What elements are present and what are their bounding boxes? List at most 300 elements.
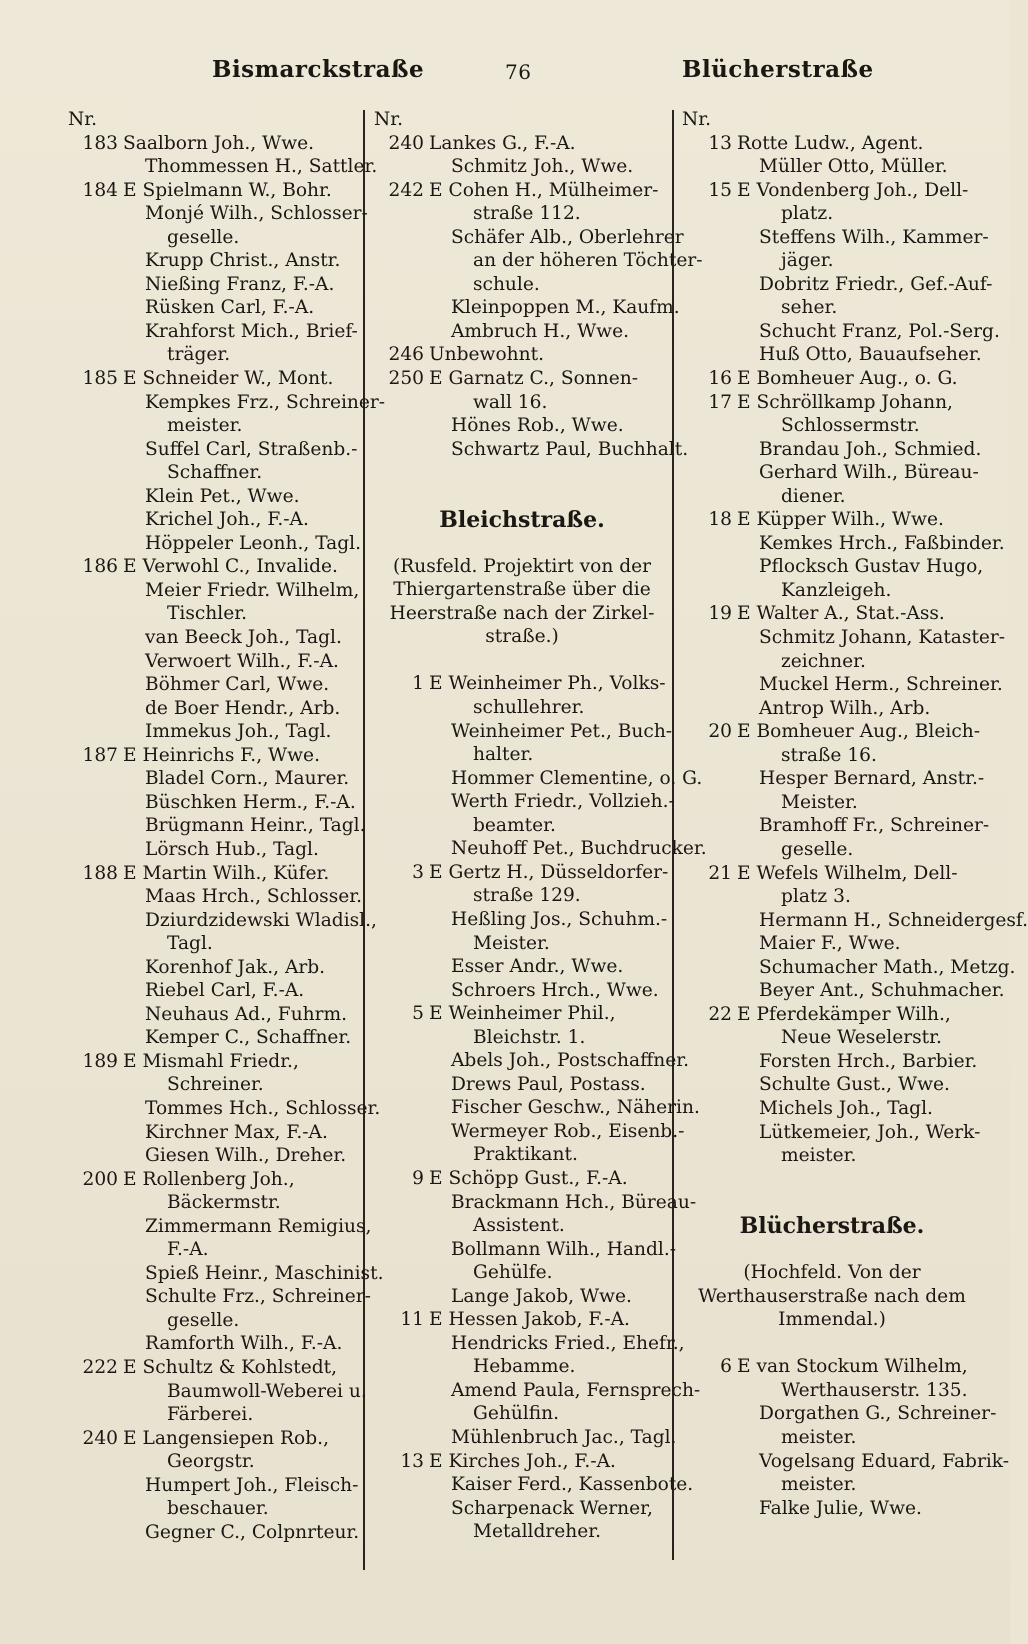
directory-entry — [682, 273, 993, 297]
house-number: 20 — [708, 721, 732, 743]
house-number: 250 — [388, 368, 424, 390]
directory-entry — [374, 414, 670, 438]
directory-entry — [374, 343, 670, 367]
resident-text: Heßling Jos., Schuhm.- — [451, 908, 668, 930]
resident-text: Hommer Clementine, o. G. — [451, 767, 703, 789]
resident-text: schule. — [473, 273, 540, 295]
house-number: 246 — [388, 344, 424, 366]
resident-text: Kemper C., Schaffner. — [145, 1027, 352, 1049]
resident-text: meister. — [781, 1474, 857, 1496]
street-description: Thiergartenstraße über die — [393, 579, 651, 601]
directory-entry — [68, 1474, 364, 1498]
directory-entry — [68, 132, 364, 156]
resident-text: straße 112. — [473, 203, 581, 225]
resident-text: beamter. — [473, 814, 556, 836]
directory-entry — [374, 1379, 701, 1403]
directory-entry — [68, 1073, 364, 1097]
resident-text: Muckel Herm., Schreiner. — [759, 674, 1003, 696]
directory-entry — [374, 296, 680, 320]
resident-text: Färberei. — [167, 1404, 254, 1426]
resident-text: E Cohen H., Mülheimer- — [429, 179, 659, 201]
resident-text: Brandau Joh., Schmied. — [759, 438, 982, 460]
resident-text: E Martin Wilh., Küfer. — [123, 862, 330, 884]
resident-text: Ambruch H., Wwe. — [451, 320, 630, 342]
directory-entry — [68, 1380, 367, 1404]
directory-entry — [68, 367, 364, 391]
resident-text: Lange Jakob, Wwe. — [451, 1285, 632, 1307]
resident-text: Beyer Ant., Schuhmacher. — [759, 980, 1005, 1002]
resident-text: Schwartz Paul, Buchhalt. — [451, 438, 689, 460]
directory-entry — [68, 438, 364, 462]
resident-text: Weinheimer Pet., Buch- — [451, 720, 673, 742]
resident-text: Dorgathen G., Schreiner- — [759, 1403, 997, 1425]
resident-text: E Garnatz C., Sonnen- — [429, 368, 638, 390]
resident-text: Schmitz Johann, Kataster- — [759, 627, 1006, 649]
resident-text: meister. — [781, 1145, 857, 1167]
directory-entry — [682, 767, 985, 791]
resident-text: Werthauserstr. 135. — [781, 1379, 968, 1401]
resident-text: platz 3. — [781, 886, 851, 908]
resident-text: Hendricks Fried., Ehefr., — [451, 1332, 685, 1354]
resident-text: E Kirches Joh., F.-A. — [429, 1450, 616, 1472]
column-left — [68, 108, 386, 1544]
resident-text: Baumwoll-Weberei u. — [167, 1380, 367, 1402]
directory-entry — [682, 132, 982, 156]
house-number: 5 — [412, 1003, 424, 1025]
resident-text: Kaiser Ferd., Kassenbote. — [451, 1474, 694, 1496]
directory-entry — [682, 226, 989, 250]
directory-entry — [682, 791, 982, 815]
directory-entry — [68, 909, 377, 933]
directory-entry — [374, 1332, 685, 1356]
directory-entry — [682, 296, 982, 320]
column-middle — [374, 108, 707, 1544]
resident-text: an der höheren Töchter- — [473, 250, 703, 272]
resident-text: halter. — [473, 744, 534, 766]
directory-entry — [68, 179, 364, 203]
street-description: Werthauserstraße nach dem — [698, 1285, 966, 1307]
directory-entry — [682, 391, 982, 415]
house-number: 242 — [388, 179, 424, 201]
house-number: 185 — [82, 368, 118, 390]
directory-entry — [68, 461, 364, 485]
resident-text: zeichner. — [781, 650, 866, 672]
directory-entry — [682, 1355, 982, 1379]
directory-entry — [68, 273, 364, 297]
page-header — [0, 56, 1010, 96]
directory-entry — [374, 979, 670, 1003]
directory-entry — [68, 1309, 364, 1333]
resident-text: E Wefels Wilhelm, Dell- — [737, 862, 958, 884]
resident-text: Unbewohnt. — [429, 344, 544, 366]
house-number: 200 — [82, 1168, 118, 1190]
directory-entry — [682, 932, 982, 956]
directory-entry — [68, 932, 364, 956]
directory-entry — [682, 1121, 982, 1145]
house-number: 22 — [708, 1003, 732, 1025]
resident-text: E Rollenberg Joh., — [123, 1168, 295, 1190]
resident-text: Dobritz Friedr., Gef.-Auf- — [759, 273, 993, 295]
resident-text: Lankes G., F.-A. — [429, 132, 576, 154]
house-number: 188 — [82, 862, 118, 884]
directory-entry — [374, 226, 684, 250]
directory-entry — [682, 414, 982, 438]
directory-entry — [68, 249, 364, 273]
directory-entry — [68, 1521, 364, 1545]
directory-entry — [68, 1427, 364, 1451]
resident-text: Ramforth Wilh., F.-A. — [145, 1333, 343, 1355]
resident-text: E Verwohl C., Invalide. — [123, 556, 338, 578]
resident-text: Kempkes Frz., Schreiner- — [145, 391, 386, 413]
resident-text: Spieß Heinr., Maschinist. — [145, 1262, 384, 1284]
directory-entry — [68, 956, 364, 980]
directory-entry — [68, 720, 364, 744]
directory-entry — [682, 320, 1000, 344]
directory-entry — [374, 932, 670, 956]
directory-entry — [68, 485, 364, 509]
house-number: 19 — [708, 603, 732, 625]
resident-text: Georgstr. — [167, 1451, 255, 1473]
directory-entry — [682, 650, 982, 674]
directory-entry — [68, 1238, 364, 1262]
directory-entry — [374, 743, 670, 767]
resident-text: Nießing Franz, F.-A. — [145, 273, 335, 295]
resident-text: E Küpper Wilh., Wwe. — [737, 509, 944, 531]
resident-text: Korenhof Jak., Arb. — [145, 956, 326, 978]
directory-entry — [68, 1215, 372, 1239]
resident-text: E Gertz H., Düsseldorfer- — [429, 861, 669, 883]
directory-entry — [68, 1097, 381, 1121]
directory-entry — [682, 555, 982, 579]
resident-text: Vogelsang Eduard, Fabrik- — [759, 1450, 1010, 1472]
resident-text: E Schneider W., Mont. — [123, 368, 334, 390]
resident-text: Hermann H., Schneidergesf. — [759, 909, 1028, 931]
street-description: straße.) — [485, 626, 559, 648]
directory-entry — [374, 1191, 697, 1215]
resident-text: Brackmann Hch., Büreau- — [451, 1191, 697, 1213]
resident-text: Schreiner. — [167, 1074, 264, 1096]
resident-text: Scharpenack Werner, — [451, 1497, 653, 1519]
resident-text: Rüsken Carl, F.-A. — [145, 297, 315, 319]
resident-text: Mühlenbruch Jac., Tagl. — [451, 1426, 677, 1448]
house-number: 6 — [720, 1356, 732, 1378]
spacer — [682, 1168, 982, 1192]
resident-text: träger. — [167, 344, 231, 366]
resident-text: Schulte Frz., Schreiner- — [145, 1286, 371, 1308]
resident-text: Schäfer Alb., Oberlehrer — [451, 226, 684, 248]
resident-text: Krahforst Mich., Brief- — [145, 320, 358, 342]
directory-entry — [68, 814, 364, 838]
street-description: (Rusfeld. Projektirt von der — [392, 555, 652, 577]
house-number: 184 — [82, 179, 118, 201]
street-description: (Hochfeld. Von der — [743, 1262, 921, 1284]
resident-text: straße 129. — [473, 885, 581, 907]
directory-entry — [68, 226, 364, 250]
resident-text: meister. — [167, 415, 243, 437]
directory-entry — [68, 1003, 364, 1027]
directory-entry — [68, 579, 364, 603]
resident-text: Bäckermstr. — [167, 1192, 281, 1214]
resident-text: meister. — [781, 1426, 857, 1448]
resident-text: Büschken Herm., F.-A. — [145, 791, 356, 813]
house-number: 189 — [82, 1050, 118, 1072]
directory-entry — [682, 1050, 982, 1074]
directory-entry — [68, 532, 364, 556]
directory-entry — [374, 1355, 670, 1379]
resident-text: Tagl. — [167, 933, 213, 955]
directory-entry — [374, 273, 670, 297]
resident-text: Wermeyer Rob., Eisenb.- — [451, 1120, 685, 1142]
directory-entry — [374, 1402, 670, 1426]
directory-entry — [68, 602, 364, 626]
resident-text: Zimmermann Remigius, — [145, 1215, 372, 1237]
resident-text: Saalborn Joh., Wwe. — [123, 132, 315, 154]
resident-text: Antrop Wilh., Arb. — [759, 697, 931, 719]
house-number: 17 — [708, 391, 732, 413]
resident-text: E Hessen Jakob, F.-A. — [429, 1309, 630, 1331]
resident-text: geselle. — [781, 838, 854, 860]
resident-text: Lörsch Hub., Tagl. — [145, 838, 319, 860]
directory-entry — [374, 955, 670, 979]
resident-text: Klein Pet., Wwe. — [145, 485, 300, 507]
resident-text: Kanzleigeh. — [781, 579, 892, 601]
house-number: 13 — [708, 132, 732, 154]
directory-entry — [68, 391, 386, 415]
resident-text: Hönes Rob., Wwe. — [451, 415, 624, 437]
directory-entry — [374, 1073, 670, 1097]
resident-text: van Beeck Joh., Tagl. — [145, 627, 342, 649]
resident-text: Rotte Ludw., Agent. — [737, 132, 924, 154]
resident-text: diener. — [781, 485, 846, 507]
directory-entry — [68, 1285, 371, 1309]
resident-text: Falke Julie, Wwe. — [759, 1497, 922, 1519]
directory-entry — [682, 532, 1005, 556]
resident-text: Humpert Joh., Fleisch- — [145, 1474, 359, 1496]
resident-text: Gegner C., Colpnrteur. — [145, 1521, 360, 1543]
directory-entry — [374, 1002, 670, 1026]
directory-entry — [68, 320, 364, 344]
spacer — [374, 461, 670, 485]
directory-entry — [374, 1026, 670, 1050]
resident-text: Hebamme. — [473, 1356, 576, 1378]
resident-text: F.-A. — [167, 1239, 209, 1261]
resident-text: Gehülfe. — [473, 1262, 553, 1284]
resident-text: Meister. — [781, 791, 858, 813]
directory-entry — [68, 862, 364, 886]
column-label — [374, 108, 670, 132]
directory-entry — [68, 296, 364, 320]
house-number: 13 — [400, 1450, 424, 1472]
directory-entry — [68, 791, 364, 815]
resident-text: E Bomheuer Aug., Bleich- — [737, 721, 980, 743]
resident-text: Kirchner Max, F.-A. — [145, 1121, 328, 1143]
directory-entry — [374, 1120, 685, 1144]
spacer — [682, 1332, 982, 1356]
column-label — [682, 108, 982, 132]
directory-entry — [682, 202, 982, 226]
directory-entry — [374, 1450, 670, 1474]
directory-entry — [374, 1285, 670, 1309]
directory-entry — [68, 1450, 364, 1474]
directory-entry — [374, 767, 703, 791]
spacer — [374, 649, 670, 673]
directory-entry — [682, 1073, 982, 1097]
directory-entry — [682, 1379, 982, 1403]
resident-text: E Schöpp Gust., F.-A. — [429, 1167, 628, 1189]
resident-text: E Weinheimer Ph., Volks- — [429, 673, 666, 695]
directory-entry — [374, 132, 670, 156]
directory-entry — [682, 1144, 982, 1168]
resident-text: Esser Andr., Wwe. — [451, 956, 624, 978]
resident-text: Giesen Wilh., Dreher. — [145, 1145, 347, 1167]
resident-text: Praktikant. — [473, 1144, 578, 1166]
house-number: 240 — [388, 132, 424, 154]
directory-entry — [682, 838, 982, 862]
resident-text: E Mismahl Friedr., — [123, 1050, 299, 1072]
resident-text: E Walter A., Stat.-Ass. — [737, 603, 945, 625]
resident-text: beschauer. — [167, 1498, 269, 1520]
directory-entry — [682, 885, 982, 909]
resident-text: E van Stockum Wilhelm, — [737, 1356, 968, 1378]
directory-entry — [68, 155, 378, 179]
directory-entry — [682, 1497, 982, 1521]
directory-entry — [682, 1026, 982, 1050]
directory-entry — [68, 838, 364, 862]
resident-text: de Boer Hendr., Arb. — [145, 697, 341, 719]
resident-text: E Schultz & Kohlstedt, — [123, 1356, 337, 1378]
directory-entry — [682, 438, 982, 462]
header-street-right: Blücherstraße — [682, 56, 874, 83]
directory-entry — [682, 179, 982, 203]
nr-label: Nr. — [682, 109, 712, 130]
resident-text: Tischler. — [167, 603, 247, 625]
resident-text: Werth Friedr., Vollzieh.- — [451, 791, 675, 813]
nr-label: Nr. — [374, 109, 404, 130]
directory-entry — [682, 1473, 982, 1497]
resident-text: Schmitz Joh., Wwe. — [451, 156, 634, 178]
resident-text: Maas Hrch., Schlosser. — [145, 886, 362, 908]
resident-text: Dziurdzidewski Wladisl., — [145, 909, 377, 931]
resident-text: Suffel Carl, Straßenb.- — [145, 438, 358, 460]
directory-entry — [374, 1214, 670, 1238]
resident-text: geselle. — [167, 226, 240, 248]
directory-entry — [68, 555, 364, 579]
directory-entry — [682, 249, 982, 273]
resident-text: Neuhaus Ad., Fuhrm. — [145, 1003, 348, 1025]
directory-entry — [68, 1121, 364, 1145]
resident-text: Amend Paula, Fernsprech- — [451, 1379, 701, 1401]
directory-entry — [68, 1050, 364, 1074]
street-heading: Blücherstraße. — [739, 1213, 925, 1240]
resident-text: Schlossermstr. — [781, 415, 920, 437]
directory-entry — [682, 697, 982, 721]
directory-entry — [682, 485, 982, 509]
resident-text: E Pferdekämper Wilh., — [737, 1003, 951, 1025]
resident-text: Höppeler Leonh., Tagl. — [145, 532, 361, 554]
page-number: 76 — [505, 60, 532, 84]
directory-entry — [682, 508, 982, 532]
house-number: 183 — [82, 132, 118, 154]
resident-text: Bladel Corn., Maurer. — [145, 768, 350, 790]
resident-text: schullehrer. — [473, 697, 585, 719]
directory-entry — [374, 1426, 677, 1450]
directory-entry — [682, 602, 982, 626]
directory-entry — [68, 1262, 384, 1286]
directory-entry — [682, 956, 1016, 980]
column-label — [68, 108, 364, 132]
directory-entry — [682, 814, 990, 838]
directory-entry — [374, 884, 670, 908]
directory-entry — [374, 438, 689, 462]
directory-entry — [68, 1497, 364, 1521]
directory-entry — [374, 908, 670, 932]
directory-entry — [682, 744, 982, 768]
resident-text: Neuhoff Pet., Buchdrucker. — [451, 838, 707, 860]
directory-entry — [374, 202, 670, 226]
house-number: 187 — [82, 744, 118, 766]
resident-text: Schaffner. — [167, 462, 263, 484]
directory-entry — [68, 1403, 364, 1427]
house-number: 15 — [708, 179, 732, 201]
directory-entry — [682, 673, 1003, 697]
resident-text: Bramhoff Fr., Schreiner- — [759, 815, 990, 837]
resident-text: wall 16. — [473, 391, 548, 413]
resident-text: Michels Joh., Tagl. — [759, 1097, 933, 1119]
directory-entry — [682, 1003, 982, 1027]
directory-entry — [374, 1096, 700, 1120]
directory-entry — [374, 1520, 670, 1544]
directory-entry — [68, 767, 364, 791]
directory-entry — [682, 1402, 997, 1426]
resident-text: E Langensiepen Rob., — [123, 1427, 329, 1449]
house-number: 18 — [708, 509, 732, 531]
house-number: 186 — [82, 556, 118, 578]
directory-entry — [682, 979, 1005, 1003]
directory-entry — [68, 1168, 364, 1192]
directory-entry — [374, 1473, 694, 1497]
resident-text: Böhmer Carl, Wwe. — [145, 674, 330, 696]
directory-entry — [68, 508, 364, 532]
resident-text: platz. — [781, 203, 834, 225]
resident-text: Metalldreher. — [473, 1521, 602, 1543]
resident-text: Fischer Geschw., Näherin. — [451, 1097, 700, 1119]
directory-entry — [682, 343, 982, 367]
resident-text: Meister. — [473, 932, 550, 954]
directory-entry — [68, 979, 364, 1003]
directory-entry — [68, 202, 368, 226]
resident-text: E Weinheimer Phil., — [429, 1003, 616, 1025]
street-description: Immendal.) — [778, 1309, 886, 1331]
resident-text: Forsten Hrch., Barbier. — [759, 1050, 978, 1072]
directory-entry — [374, 249, 703, 273]
resident-text: Schucht Franz, Pol.-Serg. — [759, 320, 1000, 342]
directory-entry — [682, 367, 982, 391]
directory-entry — [374, 837, 707, 861]
resident-text: Thommessen H., Sattler. — [145, 156, 378, 178]
header-street-left: Bismarckstraße — [212, 56, 425, 83]
resident-text: Bleichstr. 1. — [473, 1026, 586, 1048]
resident-text: Tommes Hch., Schlosser. — [145, 1097, 381, 1119]
resident-text: straße 16. — [781, 744, 877, 766]
street-description: Heerstraße nach der Zirkel- — [389, 602, 655, 624]
directory-entry — [374, 814, 670, 838]
house-number: 1 — [412, 673, 424, 695]
directory-entry — [68, 1144, 364, 1168]
resident-text: Neue Weselerstr. — [781, 1027, 942, 1049]
resident-text: E Schröllkamp Johann, — [737, 391, 953, 413]
directory-entry — [374, 1308, 670, 1332]
resident-text: Hesper Bernard, Anstr.- — [759, 768, 985, 790]
